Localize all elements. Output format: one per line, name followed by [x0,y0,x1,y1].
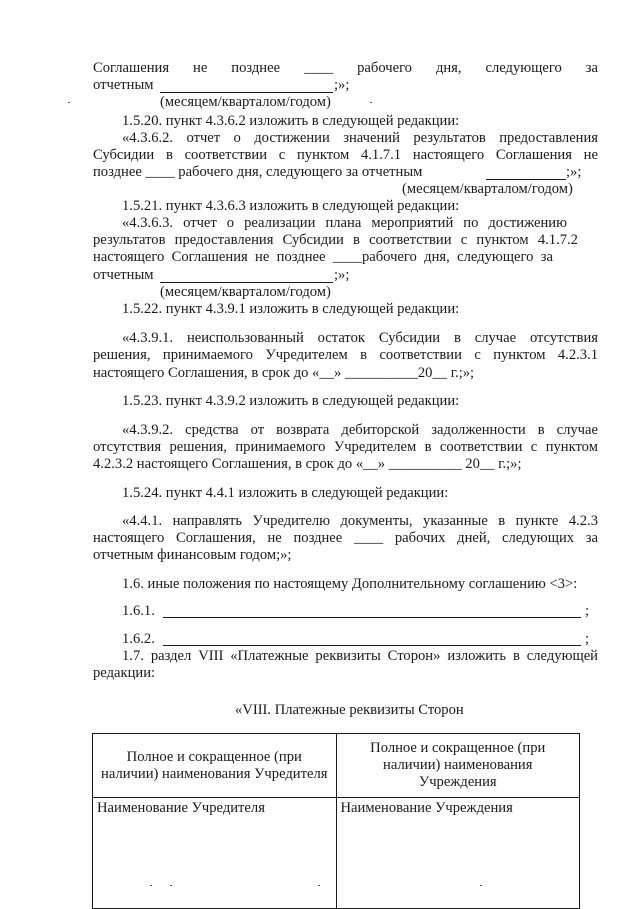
word: указанные [423,513,488,529]
word: изложить [447,648,507,664]
word: раздел [150,648,192,664]
word: позднее [293,530,343,546]
word: о [226,215,235,231]
word: соответствии [379,347,462,363]
blank-underline [163,645,581,646]
text-line: отчетным [93,77,154,93]
word: в [424,439,432,455]
cell-line: наличии) наименования Учредителя [101,765,328,782]
justified-line [122,215,567,232]
word: ____ [353,530,384,546]
word: предоставления [499,130,598,146]
word: результатов [93,232,166,248]
text-line: отчетным [93,267,154,283]
cell-line: Учреждения [418,774,497,790]
text-line: ;»; [334,267,350,283]
word: Учредителем [333,439,417,455]
justified-line [93,60,598,77]
word: в [512,648,520,664]
blank-underline [163,617,581,618]
justified-line [93,147,598,164]
word: принимаемого [235,439,326,455]
word: с [460,232,468,248]
word: соответствии [184,147,268,163]
requisites-table [92,733,580,909]
justified-line [122,130,598,147]
word: отчет [183,215,217,231]
word: пункте [515,513,559,529]
justified-line [93,439,598,456]
word: пунктом [476,232,529,248]
word: в [353,232,360,248]
word: Субсидии [378,330,441,346]
blank-underline [160,92,333,93]
word: решения, [169,439,227,455]
cell-line: Полное и сокращенное (при [370,740,546,756]
table-cell [93,734,337,798]
cell-line: Полное и сокращенное (при [126,748,302,765]
text-line: 1.5.23. пункт 4.3.9.2 изложить в следующей редакции: [122,393,460,409]
word: «4.3.6.3. [122,215,174,231]
word: позднее ____ рабочего [231,60,412,76]
word: отчет о достижении значений [186,130,400,146]
word: остаток [317,330,365,346]
word: в [453,330,461,346]
word: 4.2.3 [568,513,598,529]
justified-line [122,422,598,439]
text-line: «VIII. Платежные реквизиты Сторон [235,702,464,718]
word: Субсидии [282,232,344,248]
scan-speck [68,102,70,103]
word: пунктом [296,147,350,163]
text-line: ;»; [566,164,582,180]
word: следующего [485,60,562,76]
justified-line [93,249,553,266]
text-line: отчетным финансовым годом;»; [93,547,292,563]
word: Учредителю [252,513,331,529]
word: принимаемого [162,347,253,363]
word: возврата [276,422,330,438]
justified-line [93,232,578,249]
text-line: 1.6.1. [122,603,155,619]
word: 4.2.3.1 [557,347,599,363]
word: задолженности [431,422,526,438]
word: VIII [198,648,224,664]
text-line: (месяцем/кварталом/годом) [402,181,573,197]
word: «4.4.1. [122,513,163,529]
word: настоящего [93,530,165,546]
word: соответствии [369,232,452,248]
word: за [585,530,598,546]
word: неиспользованный [186,330,304,346]
word: результатов [413,130,486,146]
table-cell: Наименование Учредителя [93,798,337,909]
word: от [250,422,265,438]
text-line: 1.6.2. [122,631,155,647]
word: с [474,347,481,363]
text-line: 1.5.24. пункт 4.4.1 изложить в следующей редакции: [122,485,449,501]
cell-line: наличии) наименования [383,757,533,773]
justified-line [122,513,598,530]
word: соответствии [439,439,523,455]
word: следующих [502,530,575,546]
word: «4.3.9.1. [122,330,174,346]
word: отсутствия [529,330,599,346]
word: дней, [457,530,491,546]
justified-line [93,530,598,547]
word: реквизиты [315,648,381,664]
blank-underline [486,179,566,180]
text-line: (месяцем/кварталом/годом) [160,284,331,300]
word: не [583,147,598,163]
word: 1.7. [122,648,144,664]
word: Учредителем [265,347,348,363]
word: за [540,249,553,265]
scan-speck [480,885,482,886]
word: дня, [435,60,462,76]
scan-speck [370,102,372,103]
word: настоящего [412,147,485,163]
word: рабочих [394,530,446,546]
scan-speck [170,885,172,886]
word: пунктом [493,347,546,363]
word: плана мероприятий по достижению [325,215,568,231]
justified-line [122,330,598,347]
text-line: (месяцем/кварталом/годом) [160,94,331,110]
text-line: позднее ____ рабочего дня, следующего за отчетным [93,164,423,180]
word: Сторон» [387,648,441,664]
word: направлять [172,513,243,529]
blank-underline [160,282,333,283]
word: 4.1.7.2 [537,232,578,248]
word: с [278,147,286,163]
word: «Платежные [230,648,309,664]
justified-line [93,347,598,364]
word: дня, [424,249,450,265]
word: «4.3.6.2. [122,130,174,146]
word: в [165,147,173,163]
word: следующего [457,249,534,265]
word: Соглашения не [93,60,208,76]
text-line: ;»; [334,77,350,93]
text-line: 1.5.20. пункт 4.3.6.2 изложить в следующей редакции: [122,113,460,129]
justified-line [122,648,598,665]
word: в [360,347,368,363]
word: случае [474,330,517,346]
text-line: 4.2.3.2 настоящего Соглашения, в срок до «__» __________ 20__ г.;»; [93,456,522,472]
word: «4.3.9.2. [122,422,174,438]
word: пунктом [545,439,598,455]
word: не [267,530,282,546]
scan-speck [150,885,152,886]
word: Субсидии [93,147,155,163]
text-line: ; [585,603,590,619]
word: отсутствия [93,439,162,455]
text-line: настоящего Соглашения, в срок до «__» __________20__ г.;»; [93,365,475,381]
word: предоставления [174,232,274,248]
word: следующей [526,648,598,664]
text-line: 1.5.22. пункт 4.3.9.1 изложить в следующей редакции: [122,301,460,317]
text-line: редакции: [93,665,156,681]
word: документы, [340,513,413,529]
text-line: 1.5.21. пункт 4.3.6.3 изложить в следующей редакции: [122,198,460,214]
word: Соглашения [495,147,572,163]
word: 4.1.7.1 [360,147,402,163]
word: дебиторской [341,422,420,438]
word: случае [556,422,598,438]
table-cell: Наименование Учреждения [336,798,580,909]
scan-speck [318,885,320,886]
word: в [498,513,506,529]
word: с [530,439,538,455]
word: решения, [93,347,151,363]
word: реализации [244,215,316,231]
table-cell [336,734,580,798]
word: за [585,60,599,76]
word: в [537,422,545,438]
text-line: ; [585,631,590,647]
text-line: 1.6. иные положения по настоящему Дополнительному соглашению <3>: [122,576,578,592]
word: средства [185,422,239,438]
word: Соглашения, [176,530,256,546]
word: настоящего Соглашения не позднее ____рабочего [93,249,417,265]
